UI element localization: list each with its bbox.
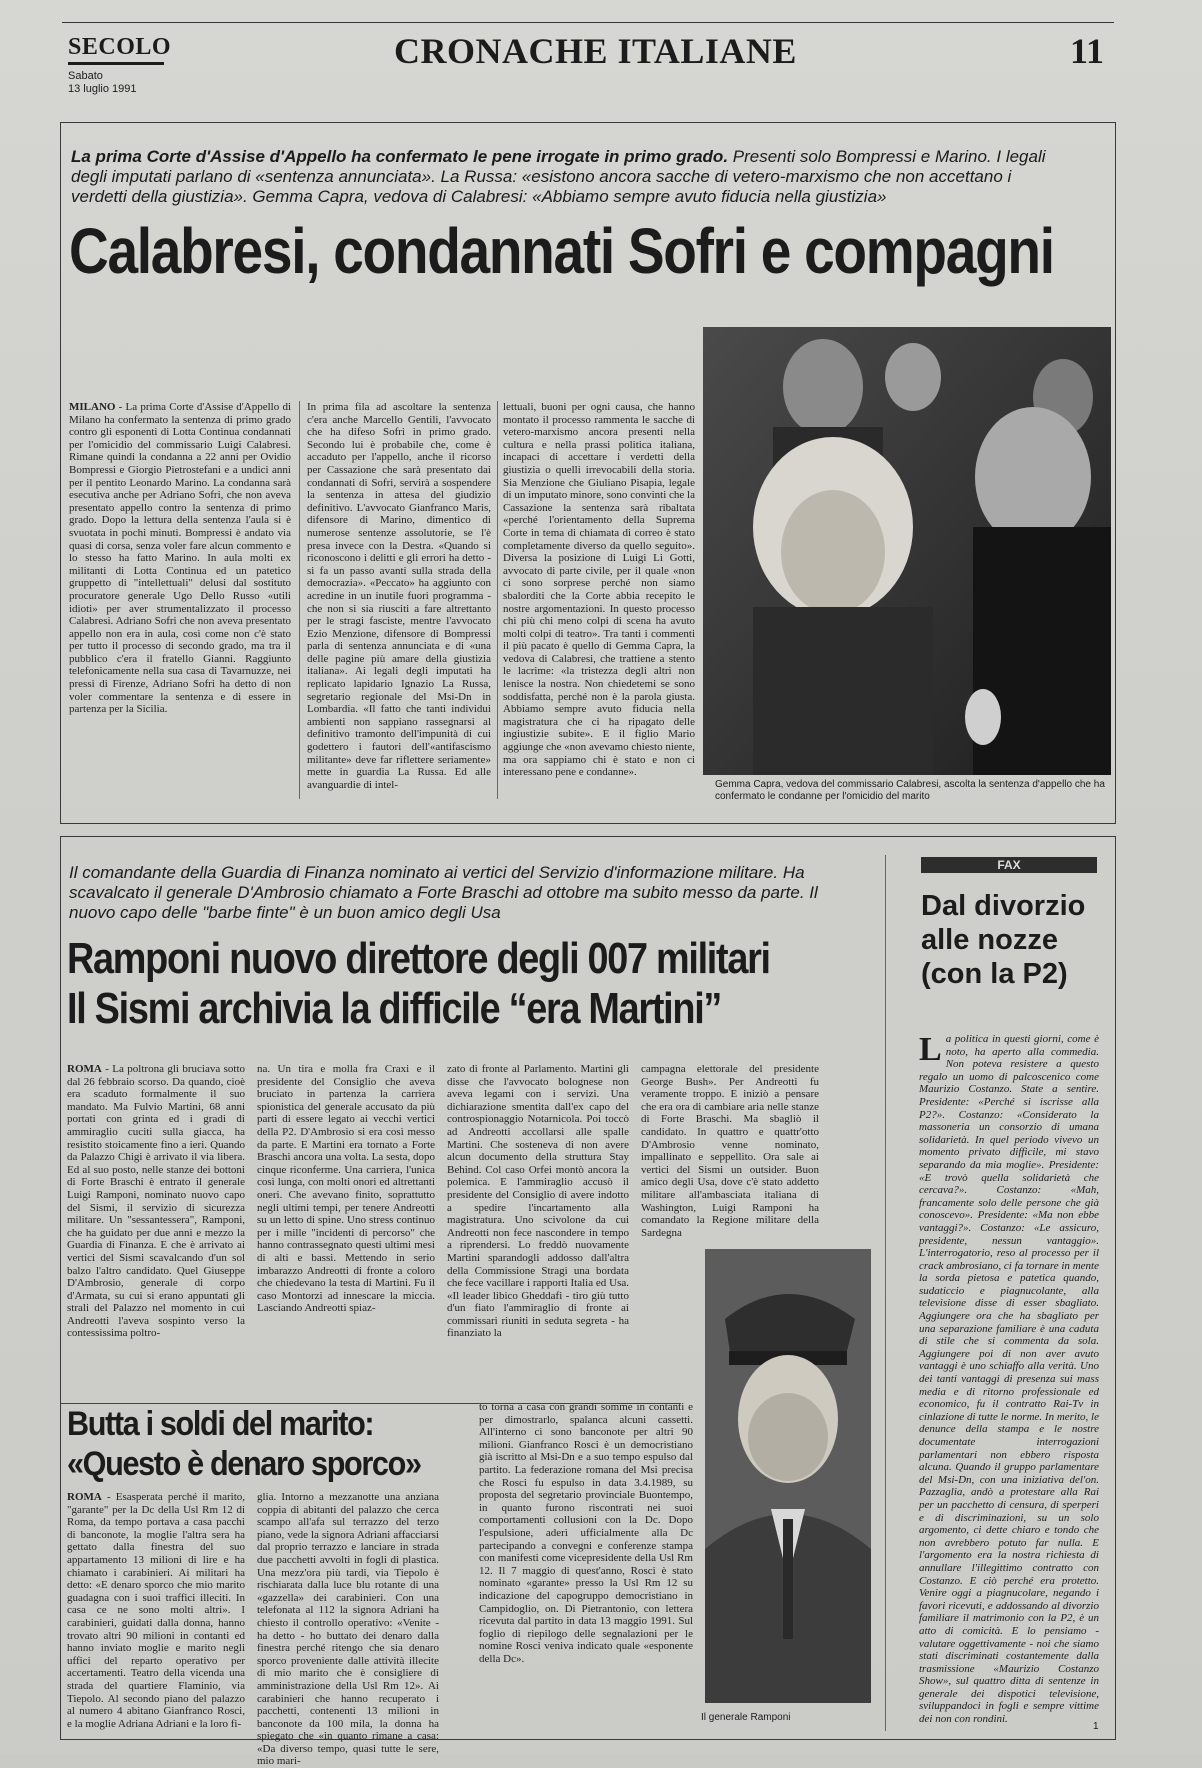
page-number: 11 <box>1070 31 1105 71</box>
column-rule <box>497 401 498 799</box>
story1-photo-caption: Gemma Capra, vedova del commissario Calabresi, ascolta la sentenza d'appello che ha confermato le condanne per l'omicidio del marito <box>715 779 1105 802</box>
story1-column-1 <box>69 401 291 799</box>
fax-column-rule <box>885 855 886 1731</box>
fax-text: a politica in questi giorni, come è noto, ha aperto alla commedia. Non poteva resistere a questo regalo un uomo di palcoscenico come Maurizio Costanzo. State a sentire. Presidente: «Perché si iscrisse alla P2?». Costanzo: «Considerato la massoneria un consorzio di umana solidarietà. In quel periodo vivevo un momento privato difficile, mi stavo separando da mia moglie». Presidente: «E trovò quella solidarietà che cercava?». Costanzo: «Mah, francamente solo delle persone che già conoscevo». Presidente: «Ma non ebbe vantaggi?». Costanzo: «Le assicuro, presidente, nessun vantaggio». L'interrogatorio, reso al processo per il crack ambrosiano, ci fa tornare in mente la sorda pietosa e patetica quando, sudaticcio e piagnucolante, alla televisione disse di esser sbagliato. Aggiungere ora che ha sbagliato per una separazione familiare è una caduta di stile che si commenta da sola. Aggiungere poi di non aver avuto vantaggi è uno schiaffo alla verità. Uno dei tanti vantaggi di presenza sui mass media e di ritorno professionale ed economico, fu il contratto Rai-Tv in cinlazione di tutte le norme. In merito, le denunce della stampa e le nostre documentate interrogazioni parlamentari non ebbero risposta alcuna. Quando il gruppo parlamentare del Msi-Dn, con una iniziativa del'on. Pazzaglia, andò a protestare alla Rai per un pacchetto di censura, di sperperi e di discriminazioni, su un solo argomento, ci dette chiaro e tondo che non avrebbero potuto far nulla. E l'argomento era la nostra richiesta di annullare l'illegittimo contratto con Costanzo. E ciò perché era protetto. Venire oggi a piagnucolare, negando i favori ricevuti, e addossando al divorzio familiare il matrimonio con la P2, è un atto di comicità. E lo pensiamo - valutare oggettivamente - noi che siamo stati discriminati costantemente dalla trasmissione «Maurizio Costanzo Show», sul quattro ditta di sentenze in generale dei dispotici televisione, sviluppandoci in fogli e sempre vittime dei non con rondini. <box>919 1033 1099 1726</box>
story1-headline: Calabresi, condannati Sofri e compagni <box>69 215 1054 287</box>
story1-dateline: MILANO <box>69 401 116 413</box>
story2-column-4: campagna elettorale del presidente George Bush». Per Andreotti fu veramente troppo. E iniziò a pensare che era ora di cambiare aria nelle stanze di Forte Braschi. Ma sbagliò il candidato. In quattro e quattr'otto D'Ambrosio venne nominato, impallinato e seppellito. Ora sale ai vertici del Sismi un outsider. Buon amico degli Usa, dove c'è stato addetto militare all'ambasciata italiana di Washington, Luigi Ramponi ha comandato la Regione militare della Sardegna <box>641 1063 819 1239</box>
story1-kicker <box>71 147 1071 207</box>
story1-kicker-rest: Presenti solo Bompressi e Marino. I legali degli imputati parlano di «sentenza annunciata». La Russa: «esistono ancora sacche di vetero-marxismo che non accettano i verdetti della giustizia». Gemma Capra, vedova di Calabresi: «Abbiamo sempre avuto fiducia nella giustizia» <box>71 147 1046 206</box>
photo-gemma-capra <box>703 327 1111 775</box>
top-rule <box>62 22 1114 23</box>
story2-headline-1: Ramponi nuovo direttore degli 007 militari <box>67 934 770 983</box>
story1-kicker-bold: La prima Corte d'Assise d'Appello ha confermato le pene irrogate in primo grado. <box>71 147 729 166</box>
photo-ramponi-image <box>705 1249 871 1703</box>
story2-headline-2: Il Sismi archivia la difficile “era Martini” <box>67 984 722 1033</box>
story3-column-2: glia. Intorno a mezzanotte una anziana coppia di abitanti del palazzo che cerca scampo all'afa sul terrazzo del terzo piano, vede la signora Adriani affacciarsi dal proprio terrazzo e lanciare in strada due pacchetti avvolti in fogli di plastica. Una mezz'ora più tardi, via Tiepolo è rischiarata dalla luce blu rotante di una «gazzella» dei carabinieri. Con una telefonata al 112 la signora Adriani ha chiesto il controllo operativo: «Venite - ha detto - ho buttato dei denaro dalla finestra perché ritengo che sia denaro sporco proveniente dalle attività illecite di mio marito che è consigliere di amministrazione della Usl Rm 12». Ai carabinieri che hanno recuperato i pacchetti, contenenti 13 milioni in banconote da 100 mila, la donna ha spiegato che «in quanto rimane a casa: «Da diverso tempo, quasi tutte le sere, mio mari- <box>257 1491 439 1768</box>
story3-headline-2: «Questo è denaro sporco» <box>67 1445 421 1483</box>
story2-kicker: Il comandante della Guardia di Finanza nominato ai vertici del Servizio d'informazione militare. Ha scavalcato il generale D'Ambrosio chiamato a Forte Braschi ad ottobre ma subito messo da parte. Il nuovo capo delle "barbe finte" è un buon amico degli Usa <box>69 863 818 922</box>
secolo-logo: SECOLO <box>68 34 172 60</box>
story1-column-2: In prima fila ad ascoltare la sentenza c'era anche Marcello Gentili, l'avvocato che ha difeso Sofri in primo grado. Secondo lui è probabile che, come è accaduto per l'appello, anche il ricorso per Cassazione che sarà presentato dai condannati di Sofri, servirà a sospendere la sentenza in attesa del giudizio definitivo. L'avvocato Gianfranco Maris, difensore di Marino, dimentico di numerose sentenze assolutorie, se l'è presa invece con la Destra. «Quando si riconoscono i delitti e gli errori ha detto - si fa un passo avanti sulla strada della democrazia». «Peccato» ha aggiunto con acredine in un inutile fuori programma - che non si sia riusciti a fare altrettanto per le stragi fasciste, mentre l'avvocato Ezio Menzione, difensore di Bompressi parla di sentenza annunciata e di «una delle pagine più amare della giustizia italiana». Ai legali degli imputati ha replicato lapidario Ignazio La Russa, segretario regionale del Msi-Dn in Lombardia. «Il fatto che tanti individui ambienti non sappiano rassegnarsi al definitivo tramonto dell'impunità di cui godettero i fautori dell'«antifascismo militante» deve far riflettere seriamente» mette in guardia La Russa. Ed alle avanguardie di intel- <box>307 401 491 791</box>
story2-column-1 <box>67 1063 245 1403</box>
fax-headline: Dal divorzio alle nozze (con la P2) <box>921 890 1086 990</box>
issue-date <box>68 70 137 96</box>
story3-headline-1: Butta i soldi del marito: <box>67 1405 374 1443</box>
fax-footnote: 1 <box>1093 1721 1099 1732</box>
story2-dateline: ROMA <box>67 1063 102 1075</box>
story1-column-3: lettuali, buoni per ogni causa, che hanno montato il processo rammenta le sacche di vetero-marxismo ancora presenti nella cultura e nella prassi politica italiana, incapaci di accettare i verdetti della giustizia o quelli irrevocabili della storia. Sia Menzione che Giuliano Pisapia, legale di un imputato minore, sono convinti che la Cassazione la sentenza sarà ribaltata «perché l'orientamento della Suprema Corte in tema di chiamata di correo è stato completamente diverso da quello seguito». Diversa la posizione di Luigi Li Gotti, avvocato di parte civile, per il quale «non ci sono sorprese perché non siamo sbalorditi che la Corte abbia recepito le nostre argomentazioni. In questo processo chi più chi meno colpi di scena ha avuto molti colpi di teatro». Tra tanti i commenti il più pacato è quello di Gemma Capra, la vedova di Calabresi, che trattiene a stento le lacrime: «la tristezza degli altri non lenisce la nostra. Non chiedetemi se sono soddisfatta, perché non è la parola giusta. Abbiamo sempre avuto fiducia nella magistratura che ci ha ripagato delle ingiustizie subite». E il figlio Mario aggiunge che «non avevamo chiesto niente, ma ora sappiamo chi è stato e non ci interessano pene e condanne». <box>503 401 695 779</box>
story3-column-1 <box>67 1491 245 1731</box>
photo-gemma-capra-image <box>703 327 1111 775</box>
story3-column-3: to torna a casa con grandi somme in contanti e per dimostrarlo, spalanca alcuni cassetti. All'interno ci sono banconote per altri 90 milioni. Gianfranco Rosci è un democristiano già iscritto al Msi-Dn e a suo tempo espulso dal partito. La federazione romana del Msi precisa che Rosci fu espulso in data 3.4.1989, su proposta del segretario provinciale Buontempo, in quanto furono riscontrati nei suoi comportamenti collusioni con la Dc. Dopo l'espulsione, aderì ufficialmente alla Dc partecipando a convegni e conferenze stampa con manifesti come vicepresidente della Usl Rm 12. Il 7 maggio di quest'anno, Rosci è stato nominato «garante» presso la Usl Rm 12 su indicazione del capogruppo democristiano in Campidoglio, on. Di Pietrantonio, con lettera ricevuta dal partito in data 13 maggio 1991. Sul foglio di riepilogo delle segnalazioni per le nomine Rosci veniva indicato quale «esponente della Dc». <box>479 1401 693 1665</box>
story1-col1-text: - La prima Corte d'Assise d'Appello di Milano ha confermato la sentenza di primo grado contro gli esponenti di Lotta Continua condannati per l'omicidio del commissario Luigi Calabresi. Rimane quindi la condanna a 22 anni per Ovidio Bompressi e Giorgio Pietrostefani e a undici anni per il pentito Leonardo Marino. La condanna sarà esecutiva anche per Adriano Sofri, che non aveva presentato appello contro la sentenza di primo grado. Dopo la lettura della sentenza l'aula si è svuotata in pochi minuti. Bompressi è andato via quasi di corsa, senza voler fare alcun commento e lo stesso ha fatto Marino. In aula molti ex militanti di Lotta Continua ed un patetico gruppetto di "intellettuali" delusi dal sostituto procuratore generale Ugo Dello Russo «utili idioti» per aver strumentalizzato il processo Calabresi. Adriano Sofri che non aveva presentato appello non era in aula, così come non c'è stato per tutto il processo di secondo grado, ma tra il pubblico c'era il fratello Gianni. Raggiunto telefonicamente nella sua casa di Tavarnuzze, nei pressi di Firenze, Adriano Sofri ha detto di non voler commentare la sentenza e di essere in partenza per la Sicilia. <box>69 401 292 716</box>
story-ramponi <box>60 836 1116 1768</box>
story-calabresi <box>60 122 1116 824</box>
issue-date-value: 13 luglio 1991 <box>68 83 137 95</box>
story3-dateline: ROMA <box>67 1491 102 1503</box>
column-rule <box>299 401 300 799</box>
story2-column-3: zato di fronte al Parlamento. Martini gli disse che l'avvocato bolognese non aveva legami con i servizi. Una dichiarazione smentita dall'ex capo del controspionaggio Notarnicola. Poi toccò ad Andreotti accollarsi alle spalle Martini. Che sosteneva di non avere alcun documento della struttura Stay Behind. Col caso Orfei montò ancora la polemica. E l'ammiraglio accusò il presidente del Consiglio di avere indotto a spedire l'incartamento alla magistratura. Uno scivolone da cui Andreotti non fece nascondere in tempo a riprendersi. Lo freddò nuovamente Martini sparandogli addosso dall'altra della Commissione Stragi una bordata che fece vacillare i rapporti Italia ed Usa. «Il leader libico Gheddafi - tiro giù tutto d'un fiato l'ammiraglio di fronte ai commissari riuniti in seduta segreta - ha finanziato la <box>447 1063 629 1340</box>
story2-col1-text: - La poltrona gli bruciava sotto dal 26 febbraio scorso. Da quando, cioè era scaduto formalmente il suo mandato. Ma Fulvio Martini, 68 anni portati con grinta ed i gradi di ammiraglio cuciti sulla giacca, ha resistito stoicamente fino a ieri. Quando da Palazzo Chigi è arrivato il via libera. Ed al suo posto, nelle stanze dei bottoni di Forte Braschi è entrato il generale Luigi Ramponi, nominato nuovo capo del Sismi, il servizio di sicurezza militare. Un "sessantessera", Ramponi, che ha guidato per due anni e mezzo la Guardia di Finanza. E che è arrivato ai vertici del Sismi scavalcando d'un sol balzo l'altro candidato. Quel Giuseppe D'Ambrosio, generale di corpo d'Armata, su cui si erano appuntati gli strali del Palazzo nel momento in cui Andreotti l'aveva sospinto verso la contessissima poltro- <box>67 1063 246 1340</box>
logo-underline <box>68 62 164 65</box>
story2-column-2: na. Un tira e molla fra Craxi e il presidente del Consiglio che aveva bruciato in partenza la carriera spionistica del generale accusato da più parti di essere legato ai vecchi vertici della P2. D'Ambrosio si era così messo da parte. E Martini era tornato a Forte Braschi ancora una volta. La sesta, dopo cinque riconferme. Una carriera, l'unica così lunga, con molti onori ed altrettanti oneri. Che avevano finito, soprattutto negli ultimi tempi, per tenere Andreotti su un letto di spine. Uno stress continuo per i mille "incidenti di percorso" che hanno contrassegnato questi ultimi mesi di alti e bassi. Mettendo in serio imbarazzo Andreotti di fronte a coloro che chiedevano la testa di Martini. Fu il caso Montorzi ad innescare la miccia. Lasciando Andreotti spiaz- <box>257 1063 435 1315</box>
story3-col1-text: - Esasperata perché il marito, "garante" per la Dc della Usl Rm 12 di Roma, da tempo portava a casa pacchi di banconote, la moglie l'altra sera ha gettato dalla finestra del suo appartamento 13 milioni di lire e ha chiamato i carabinieri. Ai militari ha detto: «E denaro sporco che mio marito guadagna con i suoi traffici illeciti. In casa ce ne sono molti altri». I carabinieri, guidati dalla donna, hanno trovato altri 90 milioni in contanti ed hanno inviato moglie e marito negli uffici del reparto operativo per accertamenti. Teatro della vicenda una strada del quartiere Flaminio, via Tiepolo. Al secondo piano del palazzo al numero 4 abitano Gianfranco Rosci, e la moglie Adriana Adriani e la loro fi- <box>67 1491 245 1730</box>
fax-dropcap: L <box>919 1031 942 1068</box>
section-title: CRONACHE ITALIANE <box>394 31 797 71</box>
issue-day: Sabato <box>68 70 103 82</box>
story2-photo-caption: Il generale Ramponi <box>701 1712 791 1723</box>
fax-column <box>919 1031 1099 1726</box>
photo-ramponi <box>705 1249 871 1703</box>
fax-label: FAX <box>921 857 1097 873</box>
